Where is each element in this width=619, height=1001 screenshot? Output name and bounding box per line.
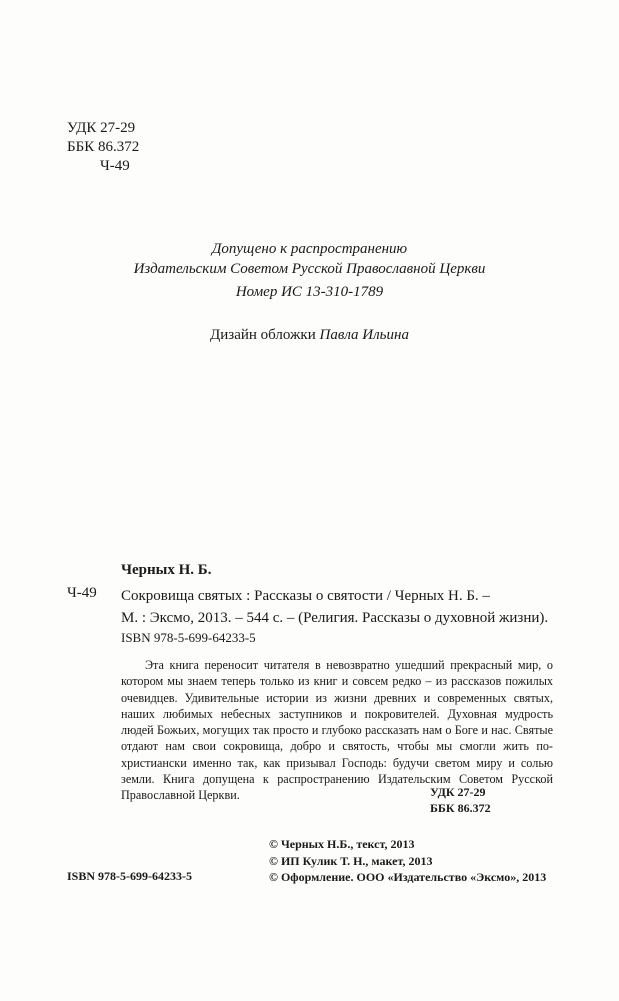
top-classification [67,119,139,176]
copyright-line: © Черных Н.Б., текст, 2013 [269,837,415,851]
approval-number: Номер ИС 13-310-1789 [235,284,384,300]
cover-designer: Павла Ильина [319,327,409,343]
annotation [121,657,553,804]
cover-design-label: Дизайн обложки [210,327,320,343]
approval-line-2: Издательским Советом Русской Православной Церкви [133,261,486,277]
cover-design [0,327,619,344]
record-code: Ч-49 [67,585,97,601]
record-title [121,585,548,629]
copyright-line: © Оформление. ООО «Издательство «Эксмо», 2013 [269,870,547,884]
annotation-text: Эта книга переносит читателя в невозвратно ушедший прекрасный мир, о котором мы знаем теперь только из книг и совсем редко – из рассказов пожилых очевидцев. Удивительные истории из жизни древних и современных святых, наших любимых небесных заступников и покровителей. Духовная мудрость людей Божьих, могущих так просто и глубоко рассказать нам о Боге и нас. Святые отдают нам свои сокровища, добро и святость, чтобы мы смогли жить по-христиански именно так, как призывал Господь: будучи светом миру и солью земли. Книга допущена к распространению Издательским Советом Русской Православной Церкви. [121,658,553,803]
approval-line-1: Допущено к распространению [211,241,408,257]
record-author: Черных Н. Б. [121,562,212,578]
bottom-isbn: ISBN 978-5-699-64233-5 [67,869,192,883]
copyright-block [269,836,546,886]
bottom-bbk: ББК 86.372 [430,801,491,815]
author-sign: Ч-49 [100,158,130,174]
bottom-classification [430,784,553,816]
bottom-udk: УДК 27-29 [430,785,486,799]
record-isbn: ISBN 978-5-699-64233-5 [121,630,256,645]
record-title-line-1: Сокровища святых : Рассказы о святости / Черных Н. Б. – [121,588,490,604]
copyright-line: © ИП Кулик Т. Н., макет, 2013 [269,853,433,868]
bbk-code: ББК 86.372 [67,139,140,155]
record-title-line-2: М. : Эксмо, 2013. – 544 с. – (Религия. Рассказы о духовной жизни). [121,610,549,626]
udk-code: УДК 27-29 [67,120,136,136]
